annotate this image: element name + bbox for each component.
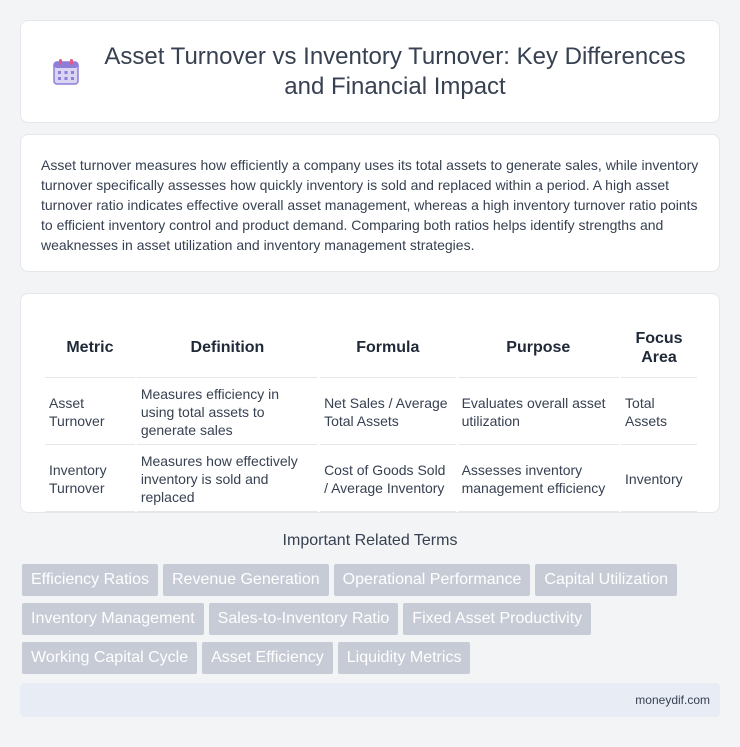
cell-metric: Asset Turnover (45, 380, 135, 445)
cell-definition: Measures how effectively inventory is sold and replaced (137, 447, 318, 512)
cell-focus-area: Inventory (621, 447, 697, 512)
tag-capital-utilization[interactable]: Capital Utilization (535, 564, 677, 596)
title-row (21, 21, 719, 122)
header-metric: Metric (45, 318, 135, 378)
description-text: Asset turnover measures how efficiently a company uses its total assets to generate sales, while inventory turnover specifically assesses how quickly inventory is sold and replaced within a period. A high asset turnover ratio indicates effective overall asset management, whereas a high inventory turnover ratio points to efficient inventory control and product demand. Comparing both ratios helps identify strengths and weaknesses in asset utilization and inventory management strategies. (41, 157, 699, 253)
cell-definition: Measures efficiency in using total assets to generate sales (137, 380, 318, 445)
tag-efficiency-ratios[interactable]: Efficiency Ratios (22, 564, 158, 596)
tag-liquidity-metrics[interactable]: Liquidity Metrics (338, 642, 471, 674)
table-header-row (45, 318, 697, 378)
page-title: Asset Turnover vs Inventory Turnover: Key Differences and Financial Impact (104, 42, 686, 100)
header-purpose: Purpose (458, 318, 619, 378)
table-row (45, 380, 697, 445)
cell-purpose: Assesses inventory management efficiency (458, 447, 619, 512)
related-terms-list (22, 564, 712, 681)
cell-focus-area: Total Assets (621, 380, 697, 445)
related-terms-title: Important Related Terms (282, 532, 458, 549)
comparison-table-card (20, 293, 720, 513)
tag-operational-performance[interactable]: Operational Performance (334, 564, 531, 596)
title-card (20, 20, 720, 123)
header-definition: Definition (137, 318, 318, 378)
tag-asset-efficiency[interactable]: Asset Efficiency (202, 642, 333, 674)
comparison-table (43, 316, 699, 514)
description-card (20, 134, 720, 272)
footer-site-name: moneydif.com (635, 693, 710, 707)
tag-inventory-management[interactable]: Inventory Management (22, 603, 204, 635)
tag-sales-to-inventory-ratio[interactable]: Sales-to-Inventory Ratio (209, 603, 399, 635)
header-formula: Formula (320, 318, 456, 378)
tag-revenue-generation[interactable]: Revenue Generation (163, 564, 329, 596)
cell-metric: Inventory Turnover (45, 447, 135, 512)
cell-purpose: Evaluates overall asset utilization (458, 380, 619, 445)
table-row (45, 447, 697, 512)
cell-formula: Cost of Goods Sold / Average Inventory (320, 447, 456, 512)
cell-formula: Net Sales / Average Total Assets (320, 380, 456, 445)
tag-working-capital-cycle[interactable]: Working Capital Cycle (22, 642, 197, 674)
tag-fixed-asset-productivity[interactable]: Fixed Asset Productivity (403, 603, 591, 635)
header-focus-area: Focus Area (621, 318, 697, 378)
footer (20, 683, 720, 717)
calendar-icon (51, 57, 81, 87)
